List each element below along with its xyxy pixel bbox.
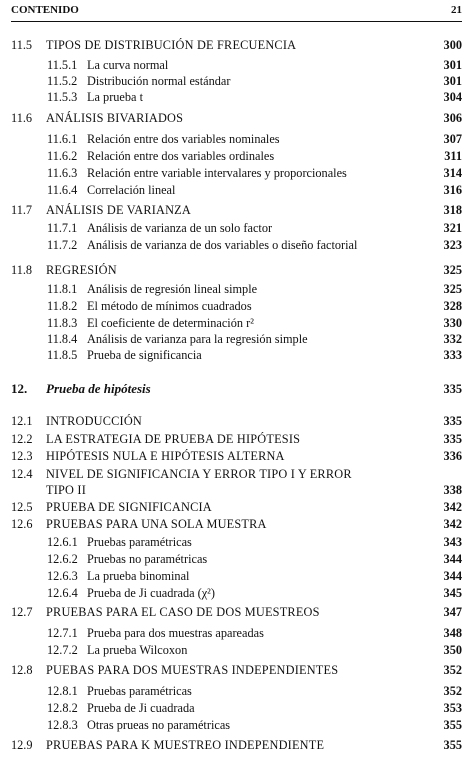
entry-page: 350	[443, 643, 462, 657]
entry-page: 355	[443, 738, 462, 752]
entry-title: REGRESIÓN	[46, 263, 117, 277]
subsection-entry	[11, 331, 462, 347]
subsection-entry	[11, 568, 462, 584]
subsection-entry	[11, 281, 462, 297]
section-entry	[11, 431, 462, 447]
entry-title: Relación entre variable intervalares y proporcionales	[87, 166, 347, 180]
entry-number: 12.9	[11, 738, 33, 752]
entry-number: 11.8.3	[47, 316, 78, 330]
entry-title: HIPÓTESIS NULA E HIPÓTESIS ALTERNA	[46, 449, 285, 463]
entry-title: La curva normal	[87, 58, 169, 72]
entry-page: 323	[443, 238, 462, 252]
header-rule	[11, 21, 462, 22]
entry-page: 342	[443, 500, 462, 514]
section-entry	[11, 202, 462, 218]
section-entry	[11, 466, 462, 482]
subsection-entry	[11, 717, 462, 733]
entry-number: 11.8.1	[47, 282, 78, 296]
entry-page: 355	[443, 718, 462, 732]
entry-number: 12.6	[11, 517, 33, 531]
subsection-entry	[11, 57, 462, 73]
entry-title: El coeficiente de determinación r²	[87, 316, 254, 330]
entry-page: 344	[443, 552, 462, 566]
entry-page: 316	[443, 183, 462, 197]
entry-number: 12.6.3	[47, 569, 78, 583]
entry-number: 12.4	[11, 467, 33, 481]
entry-page: 307	[443, 132, 462, 146]
entry-page: 325	[443, 263, 462, 277]
entry-title: PRUEBAS PARA UNA SOLA MUESTRA	[46, 517, 267, 531]
entry-number: 11.8	[11, 263, 33, 277]
entry-page: 321	[443, 221, 462, 235]
entry-title: Prueba de hipótesis	[46, 381, 151, 396]
subsection-entry	[11, 298, 462, 314]
entry-number: 12.3	[11, 449, 33, 463]
subsection-entry	[11, 131, 462, 147]
entry-page: 347	[443, 605, 462, 619]
entry-title: Relación entre dos variables ordinales	[87, 149, 275, 163]
entry-number: 11.8.2	[47, 299, 78, 313]
subsection-entry	[11, 165, 462, 181]
entry-title: Distribución normal estándar	[87, 74, 231, 88]
entry-number: 11.5.1	[47, 58, 78, 72]
chapter-entry	[11, 381, 462, 397]
section-entry	[11, 516, 462, 532]
entry-page: 343	[443, 535, 462, 549]
subsection-entry	[11, 315, 462, 331]
section-entry	[11, 604, 462, 620]
entry-title: Análisis de varianza de dos variables o diseño factorial	[87, 238, 358, 252]
section-entry	[11, 662, 462, 678]
entry-number: 12.7.1	[47, 626, 78, 640]
entry-page: 301	[443, 74, 462, 88]
entry-number: 11.5.3	[47, 90, 78, 104]
subsection-entry	[11, 347, 462, 363]
subsection-entry	[11, 148, 462, 164]
entry-title: ANÁLISIS DE VARIANZA	[46, 203, 191, 217]
entry-title: Prueba de Ji cuadrada	[87, 701, 195, 715]
subsection-entry	[11, 700, 462, 716]
entry-number: 12.7.2	[47, 643, 78, 657]
entry-title: NIVEL DE SIGNIFICANCIA Y ERROR TIPO I Y ERROR	[46, 467, 352, 481]
entry-page: 306	[443, 111, 462, 125]
entry-title: Pruebas paramétricas	[87, 684, 192, 698]
entry-page: 311	[444, 149, 462, 163]
entry-number: 11.6.4	[47, 183, 78, 197]
entry-number: 12.6.2	[47, 552, 78, 566]
entry-page: 336	[443, 449, 462, 463]
entry-page: 342	[443, 517, 462, 531]
entry-title: PRUEBAS PARA K MUESTREO INDEPENDIENTE	[46, 738, 325, 752]
subsection-entry	[11, 683, 462, 699]
subsection-entry	[11, 585, 462, 601]
entry-title: Pruebas paramétricas	[87, 535, 192, 549]
entry-number: 12.6.4	[47, 586, 78, 600]
entry-number: 11.7.2	[47, 238, 78, 252]
page-number: 21	[451, 4, 462, 16]
entry-page: 304	[443, 90, 462, 104]
entry-title: Prueba de Ji cuadrada (χ²)	[87, 586, 215, 600]
section-entry	[11, 413, 462, 429]
section-entry	[11, 262, 462, 278]
subsection-entry	[11, 551, 462, 567]
subsection-entry	[11, 237, 462, 253]
entry-title: Relación entre dos variables nominales	[87, 132, 280, 146]
entry-number: 11.7.1	[47, 221, 78, 235]
section-entry	[11, 37, 462, 53]
entry-number: 12.8	[11, 663, 33, 677]
entry-title: Otras prueas no paramétricas	[87, 718, 231, 732]
subsection-entry	[11, 89, 462, 105]
entry-number: 12.8.2	[47, 701, 78, 715]
entry-number: 11.6	[11, 111, 33, 125]
entry-title: PRUEBAS PARA EL CASO DE DOS MUESTREOS	[46, 605, 320, 619]
entry-title: La prueba t	[87, 90, 143, 104]
section-entry	[11, 737, 462, 753]
entry-page: 332	[443, 332, 462, 346]
entry-number: 12.5	[11, 500, 33, 514]
entry-title: PRUEBA DE SIGNIFICANCIA	[46, 500, 212, 514]
subsection-entry	[11, 625, 462, 641]
entry-number: 11.6.1	[47, 132, 78, 146]
subsection-entry	[11, 534, 462, 550]
entry-number: 11.5.2	[47, 74, 78, 88]
entry-title: LA ESTRATEGIA DE PRUEBA DE HIPÓTESIS	[46, 432, 301, 446]
entry-page: 333	[443, 348, 462, 362]
entry-number: 11.8.5	[47, 348, 78, 362]
entry-title: La prueba Wilcoxon	[87, 643, 188, 657]
entry-page: 335	[443, 432, 462, 446]
entry-page: 345	[443, 586, 462, 600]
entry-title: TIPO II	[46, 483, 86, 497]
subsection-entry	[11, 642, 462, 658]
entry-title: Correlación lineal	[87, 183, 176, 197]
entry-page: 328	[443, 299, 462, 313]
entry-number: 11.6.2	[47, 149, 78, 163]
entry-number: 11.5	[11, 38, 33, 52]
entry-number: 11.8.4	[47, 332, 78, 346]
section-entry	[11, 448, 462, 464]
entry-page: 352	[443, 663, 462, 677]
entry-page: 352	[443, 684, 462, 698]
entry-page: 300	[443, 38, 462, 52]
entry-page: 325	[443, 282, 462, 296]
page-header	[11, 4, 462, 20]
entry-page: 348	[443, 626, 462, 640]
entry-title: El método de mínimos cuadrados	[87, 299, 252, 313]
entry-title: PUEBAS PARA DOS MUESTRAS INDEPENDIENTES	[46, 663, 339, 677]
section-entry	[11, 499, 462, 515]
entry-number: 12.7	[11, 605, 33, 619]
entry-title: Prueba para dos muestras apareadas	[87, 626, 264, 640]
entry-page: 330	[443, 316, 462, 330]
section-entry	[11, 482, 462, 498]
entry-page: 335	[443, 414, 462, 428]
entry-page: 335	[443, 382, 462, 396]
running-head: CONTENIDO	[11, 4, 79, 16]
entry-title: INTRODUCCIÓN	[46, 414, 142, 428]
entry-number: 12.6.1	[47, 535, 78, 549]
entry-number: 12.1	[11, 414, 33, 428]
entry-number: 11.7	[11, 203, 33, 217]
entry-number: 12.	[11, 381, 28, 396]
subsection-entry	[11, 73, 462, 89]
entry-page: 338	[443, 483, 462, 497]
entry-title: Análisis de regresión lineal simple	[87, 282, 258, 296]
subsection-entry	[11, 220, 462, 236]
entry-number: 11.6.3	[47, 166, 78, 180]
entry-number: 12.8.1	[47, 684, 78, 698]
entry-title: Pruebas no paramétricas	[87, 552, 208, 566]
entry-title: Análisis de varianza de un solo factor	[87, 221, 273, 235]
entry-title: ANÁLISIS BIVARIADOS	[46, 111, 184, 125]
section-entry	[11, 110, 462, 126]
entry-title: La prueba binominal	[87, 569, 190, 583]
entry-title: TIPOS DE DISTRIBUCIÓN DE FRECUENCIA	[46, 38, 297, 52]
entry-number: 12.8.3	[47, 718, 78, 732]
entry-number: 12.2	[11, 432, 33, 446]
entry-page: 301	[443, 58, 462, 72]
entry-title: Prueba de significancia	[87, 348, 202, 362]
entry-page: 314	[443, 166, 462, 180]
subsection-entry	[11, 182, 462, 198]
entry-page: 353	[443, 701, 462, 715]
entry-page: 318	[443, 203, 462, 217]
entry-page: 344	[443, 569, 462, 583]
entry-title: Análisis de varianza para la regresión simple	[87, 332, 308, 346]
